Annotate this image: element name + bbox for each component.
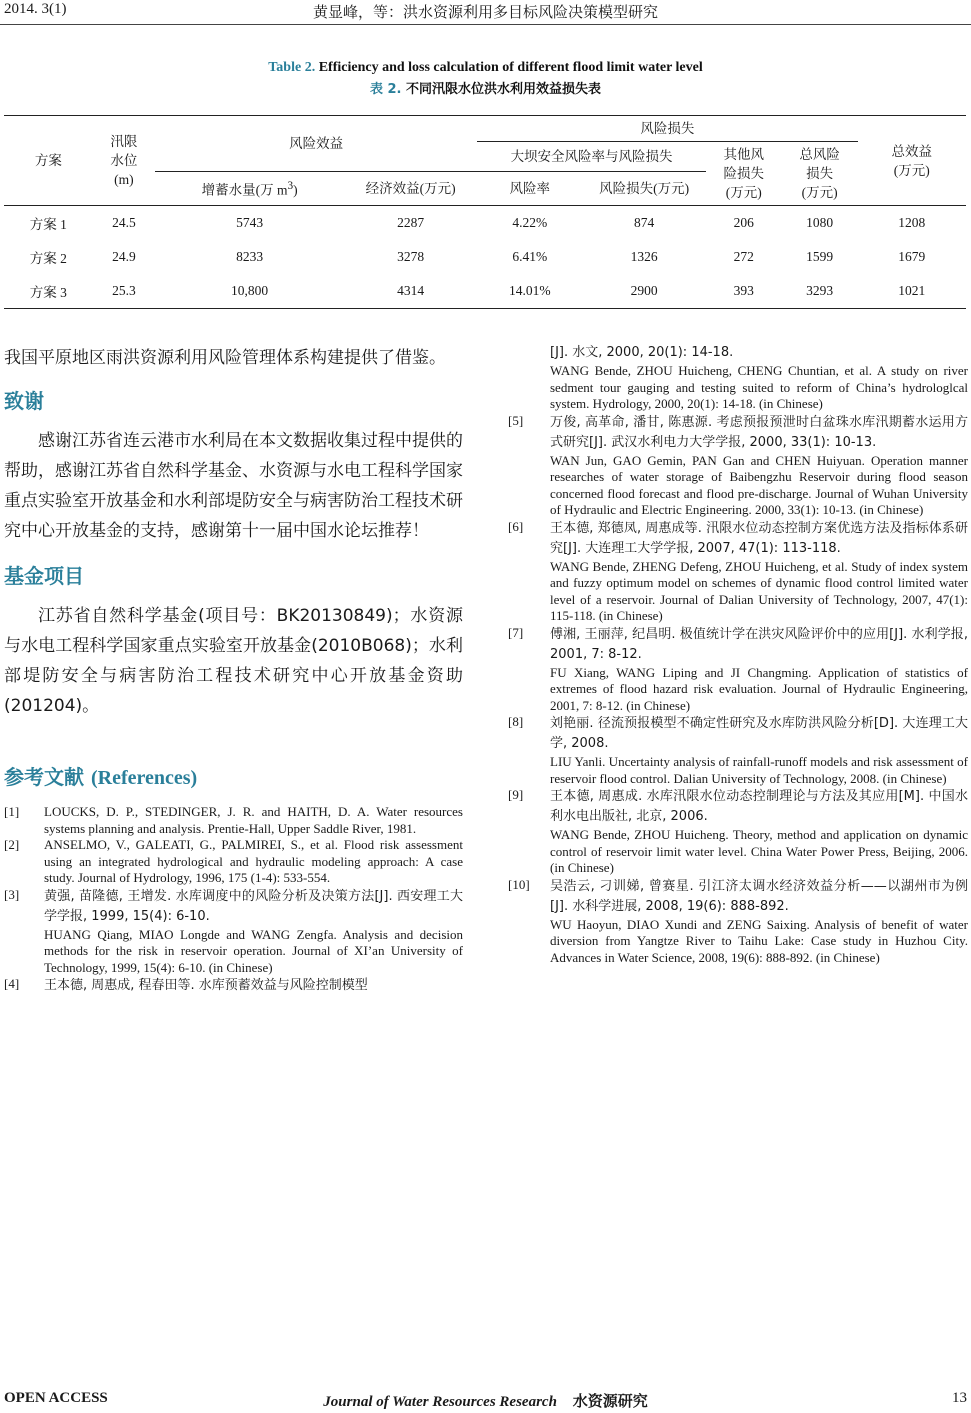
reference-body [550,519,968,625]
reference-item [4,804,463,837]
reference-item [508,787,968,877]
cell: 1080 [806,215,834,230]
cell: 4314 [344,274,477,309]
page-footer [0,1390,971,1412]
reference-en: WAN Jun, GAO Gemin, PAN Gan and CHEN Huiyuan. Operation manner researches of water storage of Baibengzhu Reservoir during flood season concerned flood forecast and flood pre-discharge. Journal of Wuhan University of Hydraulic and Electric Engineering. 2000, 33(1): 10-13. (in Chinese) [550,452,968,517]
reference-item [508,519,968,625]
cell: 10,800 [155,274,344,309]
th-storage: 增蓄水量(万 $m^3$) [155,171,344,205]
reference-number: [1] [4,804,20,819]
reference-item [508,343,968,413]
reference-zh: 吴浩云, 刁训娣, 曾赛星. 引江济太调水经济效益分析——以湖州市为例[J]. 水科学进展, 2008, 19(6): 888-892. [550,878,968,914]
reference-body [44,976,463,996]
reference-body [44,837,463,887]
references-heading [4,761,463,790]
references-heading-zh: 参考文献 [4,765,84,789]
caption-en-text: Efficiency and loss calculation of different flood limit water level [318,60,703,75]
th-other-loss: 其他风 险损失 (万元) [706,142,782,206]
reference-item [508,877,968,967]
reference-zh: 刘艳丽. 径流预报模型不确定性研究及水库防洪风险分析[D]. 大连理工大学, 2008. [550,716,968,751]
reference-body [550,625,968,715]
cell: 24.9 [112,249,136,264]
reference-zh: 黄强, 苗隆德, 王增发. 水库调度中的风险分析及决策方法[J]. 西安理工大学学报, 1999, 15(4): 6-10. [44,888,463,924]
reference-en: ANSELMO, V., GALEATI, G., PALMIREI, S., et al. Flood risk assessment using an integrated hydrological and hydraulic modeling approach: A case study. Journal of Hydrology, 1996, 175 (1-4): 533-554. [44,837,463,885]
references-list-left [4,804,463,996]
cell: 方案 2 [29,251,67,266]
caption-zh-text: 不同汛限水位洪水利用效益损失表 [406,82,602,97]
reference-number: [3] [4,886,20,902]
cell: 1021 [858,274,966,309]
reference-en: WU Haoyun, DIAO Xundi and ZENG Saixing. Analysis of benefit of water diversion from Yangtze River to Taihu Lake: Case study in Huzhou City. Advances in Water Science, 2008, 19(6): 888-892. (in Chinese) [550,916,968,965]
reference-en: LIU Yanli. Uncertainty analysis of rainfall-runoff models and risk assessment of reservoir flood control. Dalian University of Technology, 2008. (in Chinese) [550,754,968,786]
th-benefit: 风险效益 [155,116,477,172]
cell: 1326 [630,249,658,264]
reference-en: WANG Bende, ZHOU Huicheng. Theory, method and application on dynamic control of reservoir limit water level. China Water Power Press, Beijing, 2006. (in Chinese) [550,827,968,875]
table-caption [0,60,971,97]
reference-number: [6] [508,518,524,534]
reference-item [4,837,463,887]
left-column [4,343,463,996]
reference-number: [7] [508,624,524,640]
reference-en: WANG Bende, ZHOU Huicheng, CHENG Chuntian, et al. A study on river sedment tour gauging and testing suited to reform of China’s hydrologlcal system. Hydrology, 2000, 20(1): 14-18. (in Chinese) [550,363,968,411]
th-scheme: 方案 [4,116,93,206]
reference-zh: 王本德, 周惠成. 水库汛限水位动态控制理论与方法及其应用[M]. 中国水利水电出版社, 北京, 2006. [550,789,968,824]
page-number: 13 [952,1390,967,1406]
page-header [0,0,971,25]
fund-paragraph: 江苏省自然科学基金(项目号：BK20130849)；水资源与水电工程科学国家重点实验室开放基金(2010B068)；水利部堤防安全与病害防治工程技术研究中心开放基金资助(201204)。 [4,606,463,716]
reference-number [508,343,550,413]
continuation-paragraph: 我国平原地区雨洪资源利用风险管理体系构建提供了借鉴。 [4,348,446,368]
cell: 24.5 [112,215,136,230]
reference-body [44,887,463,977]
reference-item [4,976,463,996]
th-total-benefit: 总效益 (万元) [858,116,966,206]
cell: 25.3 [93,274,155,309]
open-access-label: OPEN ACCESS [4,1390,108,1406]
running-title: 黄显峰，等：洪水资源利用多目标风险决策模型研究 [312,5,658,21]
reference-zh: 王本德, 周惠成, 程春田等. 水库预蓄效益与风险控制模型 [44,978,368,993]
cell: 6.41% [512,249,548,264]
cell: 8233 [236,249,264,264]
reference-body [550,343,968,413]
cell: 14.01% [477,274,582,309]
cell: 206 [733,215,754,230]
th-dam-risk: 大坝安全风险率与风险损失 [477,142,706,172]
reference-en: LOUCKS, D. P., STEDINGER, J. R. and HAITH, D. A. Water resources systems planning and analysis. Prentie-Hall, Upper Saddle River, 1981. [44,804,463,836]
reference-number: [4] [4,976,20,991]
cell: 2287 [397,215,425,230]
journal-name-zh: 水资源研究 [572,1392,648,1410]
reference-zh: 傅湘, 王丽萍, 纪昌明. 极值统计学在洪灾风险评价中的应用[J]. 水利学报, 2001, 7: 8-12. [550,626,968,662]
issue-number: 2014. 3(1) [4,1,67,17]
cell: 1208 [898,215,926,230]
cell: 3278 [397,249,425,264]
reference-number: [5] [508,412,524,428]
reference-item [508,625,968,715]
reference-zh: 万俊, 高革命, 潘甘, 陈惠源. 考虑预报预泄时白盆珠水库汛期蓄水运用方式研究[J]. 武汉水利电力大学学报, 2000, 33(1): 10-13. [550,414,968,450]
cell: 2900 [582,274,706,309]
cell: 1679 [898,249,926,264]
reference-item [508,714,968,787]
caption-en [0,60,971,76]
journal-name [0,1390,971,1411]
reference-number: [9] [508,787,524,802]
efficiency-loss-table [4,115,966,309]
cell: 方案 3 [4,274,93,309]
table-row [4,240,966,274]
reference-body [44,804,463,837]
caption-zh-number: 表 2. [369,82,402,97]
cell: 272 [733,249,754,264]
cell: 4.22% [512,215,548,230]
right-column [508,343,968,966]
reference-body [550,787,968,877]
reference-body [550,413,968,519]
references-list-right [508,343,968,966]
reference-en: FU Xiang, WANG Liping and JI Changming. Application of statistics of extremes of flood hazard risk evaluation. Journal of Hydraulic Engineering, 2001, 7: 8-12. (in Chinese) [550,664,968,713]
journal-name-en: Journal of Water Resources Research [323,1394,557,1410]
reference-en: HUANG Qiang, MIAO Longde and WANG Zengfa. Analysis and decision methods for the risk in reservoir operation. Journal of XI’an University of Technology, 1999, 15(4): 6-10. (in Chinese) [44,926,463,975]
th-loss: 风险损失 [477,116,857,142]
caption-en-number: Table 2. [268,60,316,75]
cell: 874 [634,215,655,230]
ack-paragraph: 感谢江苏省连云港市水利局在本文数据收集过程中提供的帮助，感谢江苏省自然科学基金、水资源与水电工程科学国家重点实验室开放基金和水利部堤防安全与病害防治工程技术研究中心开放基金的支持，感谢第十一届中国水论坛推荐！ [4,431,463,541]
th-total-loss: 总风险 损失 (万元) [782,142,858,206]
reference-en: WANG Bende, ZHENG Defeng, ZHOU Huicheng, et al. Study of index system and fuzzy optimum model on schemes of dynamic flood control limited water level of a reservoir. Journal of Dalian University of Technology, 2007, 47(1): 115-118. (in Chinese) [550,558,968,623]
reference-body [550,714,968,787]
reference-body [550,877,968,967]
th-risk-loss: 风险损失(万元) [582,171,706,205]
references-heading-en: (References) [90,767,198,789]
th-risk-rate: 风险率 [477,171,582,205]
cell: 393 [706,274,782,309]
cell: 5743 [236,215,264,230]
th-level: 汛限 水位 (m) [93,116,155,206]
reference-zh: [J]. 水文, 2000, 20(1): 14-18. [550,345,734,360]
th-econ: 经济效益(万元) [344,171,477,205]
cell: 1599 [806,249,834,264]
ack-heading: 致谢 [4,389,44,413]
reference-number: [8] [508,714,524,729]
cell: 3293 [782,274,858,309]
caption-zh [0,78,971,97]
fund-heading: 基金项目 [4,564,84,588]
reference-item [508,413,968,519]
table-row [4,206,966,241]
reference-number: [2] [4,837,20,852]
reference-item [4,887,463,977]
reference-number: [10] [508,876,530,892]
table-row [4,274,966,309]
cell: 方案 1 [29,217,67,232]
reference-zh: 王本德, 郑德凤, 周惠成等. 汛限水位动态控制方案优选方法及指标体系研究[J]. 大连理工大学学报, 2007, 47(1): 113-118. [550,520,968,556]
